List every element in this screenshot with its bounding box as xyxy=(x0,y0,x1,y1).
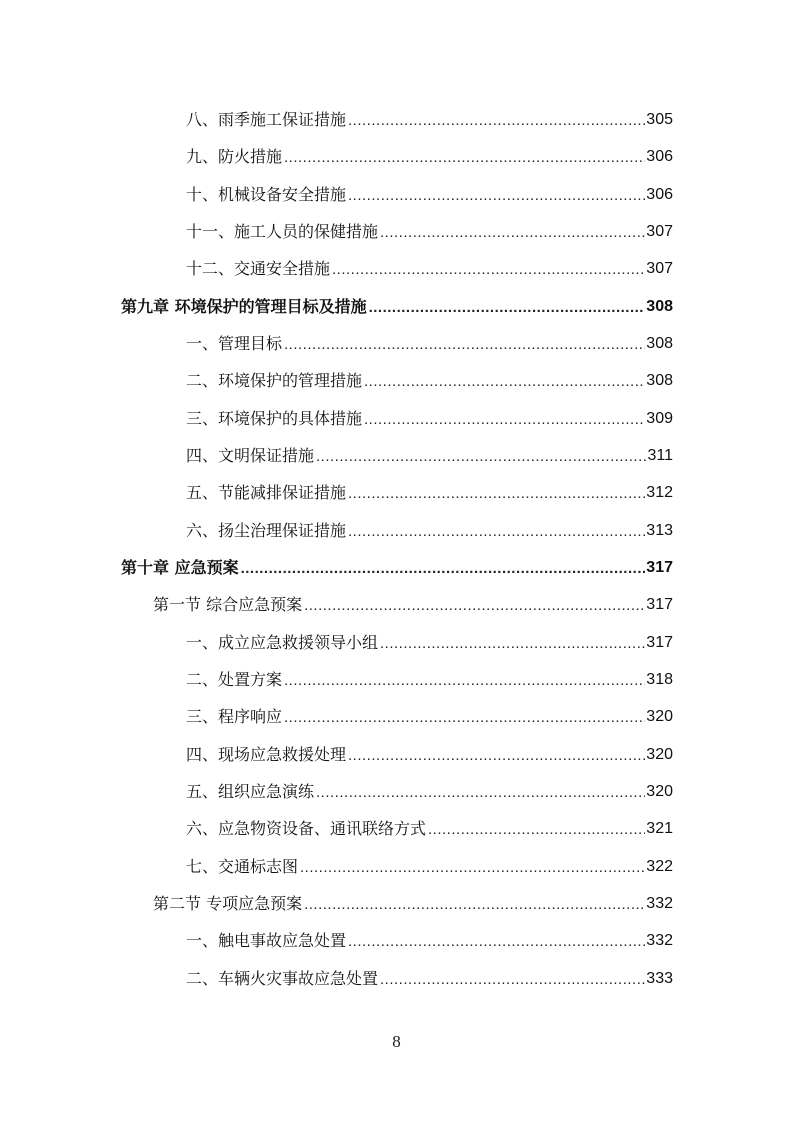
toc-entry-title: 五、组织应急演练 xyxy=(186,782,315,801)
toc-entry-page: 313 xyxy=(646,522,673,539)
toc-entry-page: 333 xyxy=(646,970,673,987)
toc-entry-page: 321 xyxy=(646,820,673,837)
toc-entry-page: 311 xyxy=(647,447,673,464)
toc-entry-title: 一、触电事故应急处置 xyxy=(186,931,347,950)
toc-entry-title: 十二、交通安全措施 xyxy=(186,259,331,278)
toc-entry-page: 320 xyxy=(646,708,673,725)
toc-entry-page: 332 xyxy=(646,895,673,912)
toc-entry-title: 六、扬尘治理保证措施 xyxy=(186,521,347,540)
toc-entry[interactable] xyxy=(186,629,673,653)
toc-entry-title: 六、应急物资设备、通讯联络方式 xyxy=(186,819,427,838)
toc-entry-title: 二、环境保护的管理措施 xyxy=(186,371,363,390)
toc-entry-page: 308 xyxy=(646,298,673,315)
leader-dots xyxy=(241,560,646,578)
toc-entry-page: 320 xyxy=(646,783,673,800)
leader-dots xyxy=(284,672,645,690)
toc-entry-page: 307 xyxy=(646,260,673,277)
toc-entry-page: 306 xyxy=(646,148,673,165)
toc-entry[interactable] xyxy=(186,815,673,839)
toc-entry[interactable] xyxy=(186,330,673,354)
toc-entry-title: 七、交通标志图 xyxy=(186,857,299,876)
leader-dots xyxy=(300,859,645,877)
toc-section-entry[interactable] xyxy=(153,591,673,615)
leader-dots xyxy=(380,224,645,242)
toc-entry-page: 317 xyxy=(646,634,673,651)
toc-entry-title: 四、文明保证措施 xyxy=(186,446,315,465)
leader-dots xyxy=(348,933,645,951)
leader-dots xyxy=(316,784,645,802)
leader-dots xyxy=(284,709,645,727)
toc-entry-title: 三、环境保护的具体措施 xyxy=(186,409,363,428)
toc-entry-page: 317 xyxy=(646,559,673,576)
toc-entry[interactable] xyxy=(186,703,673,727)
toc-entry[interactable] xyxy=(186,927,673,951)
toc-entry-title: 十、机械设备安全措施 xyxy=(186,185,347,204)
leader-dots xyxy=(364,411,645,429)
leader-dots xyxy=(364,373,645,391)
toc-entry-title: 第一节 综合应急预案 xyxy=(153,595,303,614)
page-number: 8 xyxy=(392,1032,401,1051)
toc-entry-title: 二、车辆火灾事故应急处置 xyxy=(186,969,379,988)
leader-dots xyxy=(348,747,645,765)
toc-entry[interactable] xyxy=(186,255,673,279)
toc-entry-title: 二、处置方案 xyxy=(186,670,283,689)
toc-chapter-entry[interactable] xyxy=(121,293,673,317)
toc-entry-page: 320 xyxy=(646,746,673,763)
toc-entry-title: 十一、施工人员的保健措施 xyxy=(186,222,379,241)
toc-entry-page: 305 xyxy=(646,111,673,128)
toc-section-entry[interactable] xyxy=(153,890,673,914)
toc-entry-title: 四、现场应急救援处理 xyxy=(186,745,347,764)
leader-dots xyxy=(348,523,645,541)
toc-entry[interactable] xyxy=(186,218,673,242)
toc-entry-page: 312 xyxy=(646,484,673,501)
toc-entry-page: 332 xyxy=(646,932,673,949)
toc-entry[interactable] xyxy=(186,517,673,541)
toc-entry-title: 八、雨季施工保证措施 xyxy=(186,110,347,129)
toc-entry-page: 322 xyxy=(646,858,673,875)
toc-entry-page: 309 xyxy=(646,410,673,427)
toc-entry[interactable] xyxy=(186,143,673,167)
leader-dots xyxy=(380,635,645,653)
toc-entry-title: 第九章 环境保护的管理目标及措施 xyxy=(121,297,367,316)
toc-entry[interactable] xyxy=(186,106,673,130)
toc-chapter-entry[interactable] xyxy=(121,554,673,578)
toc-entry-title: 第十章 应急预案 xyxy=(121,558,239,577)
toc-entry[interactable] xyxy=(186,479,673,503)
leader-dots xyxy=(369,299,646,317)
toc-entry-page: 308 xyxy=(646,335,673,352)
leader-dots xyxy=(380,971,645,989)
toc-entry-page: 317 xyxy=(646,596,673,613)
toc-entry-title: 一、成立应急救援领导小组 xyxy=(186,633,379,652)
toc-entry[interactable] xyxy=(186,853,673,877)
toc-entry-page: 318 xyxy=(646,671,673,688)
leader-dots xyxy=(284,149,645,167)
leader-dots xyxy=(304,896,645,914)
leader-dots xyxy=(316,448,646,466)
toc-entry[interactable] xyxy=(186,367,673,391)
leader-dots xyxy=(348,187,645,205)
toc-entry-title: 一、管理目标 xyxy=(186,334,283,353)
toc-entry[interactable] xyxy=(186,666,673,690)
leader-dots xyxy=(284,336,645,354)
toc-entry[interactable] xyxy=(186,741,673,765)
toc-entry-title: 三、程序响应 xyxy=(186,707,283,726)
leader-dots xyxy=(428,821,645,839)
toc-entry-page: 308 xyxy=(646,372,673,389)
leader-dots xyxy=(348,485,645,503)
leader-dots xyxy=(348,112,645,130)
toc-entry[interactable] xyxy=(186,442,673,466)
toc-entry-page: 306 xyxy=(646,186,673,203)
leader-dots xyxy=(304,597,645,615)
toc-entry-page: 307 xyxy=(646,223,673,240)
toc-entry-title: 第二节 专项应急预案 xyxy=(153,894,303,913)
leader-dots xyxy=(332,261,645,279)
toc-entry-title: 五、节能减排保证措施 xyxy=(186,483,347,502)
toc-entry-title: 九、防火措施 xyxy=(186,147,283,166)
toc-entry[interactable] xyxy=(186,965,673,989)
toc-entry[interactable] xyxy=(186,181,673,205)
toc-entry[interactable] xyxy=(186,778,673,802)
toc-entry[interactable] xyxy=(186,405,673,429)
